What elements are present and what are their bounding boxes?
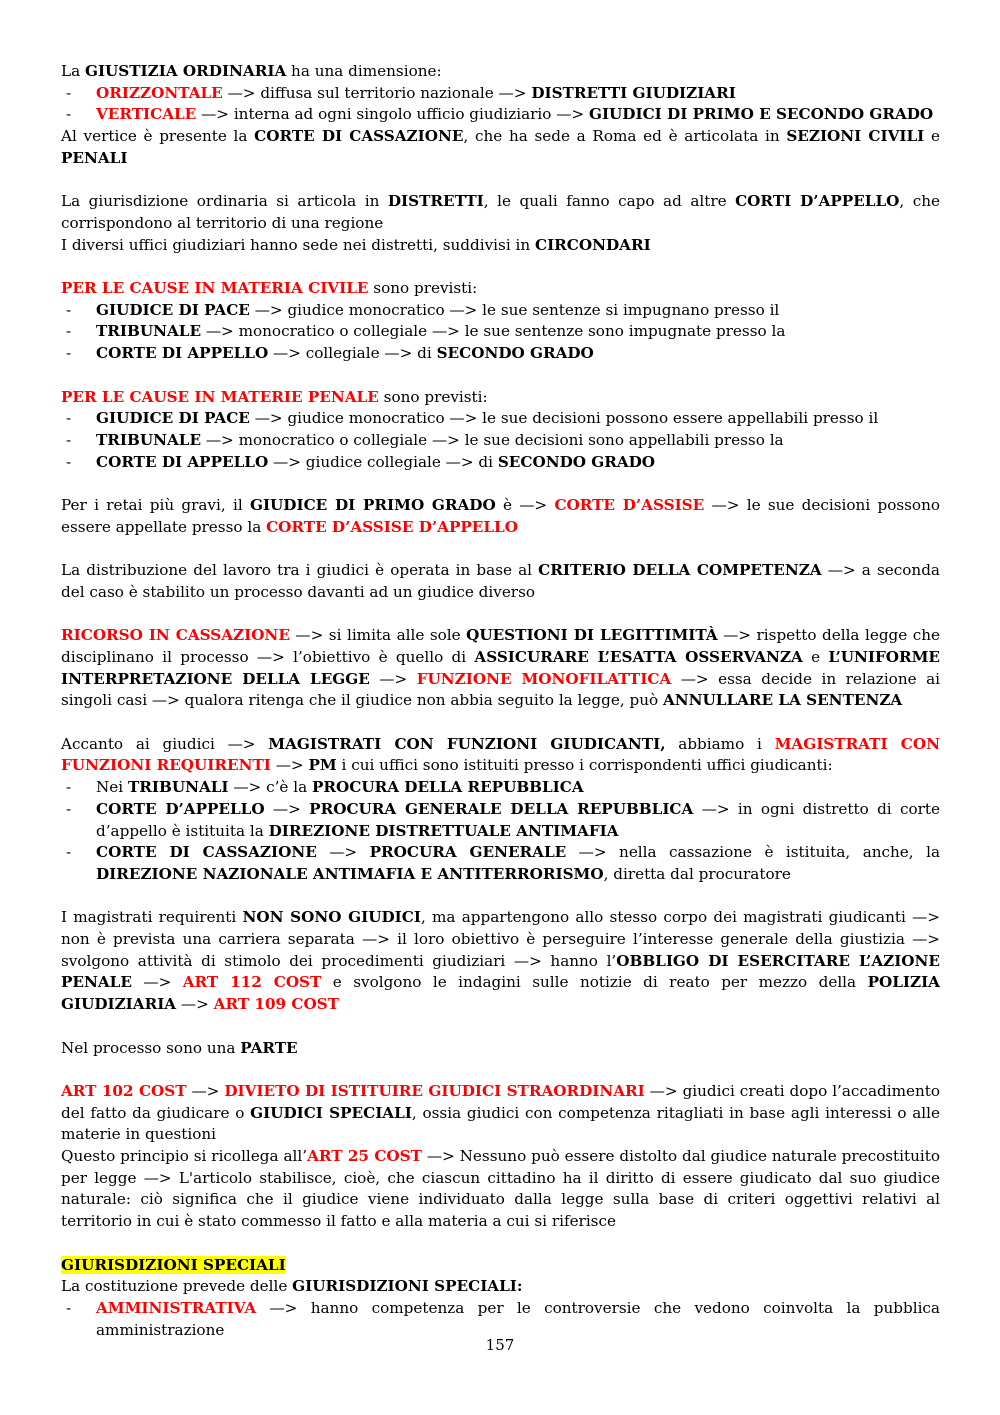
paragraph <box>61 278 940 300</box>
text: —> interna ad ogni singolo ufficio giudiziario —> <box>196 105 589 124</box>
bold-text: POLIZIA GIUDIZIARIA <box>61 973 940 1014</box>
bold-text: CORTI D’APPELLO <box>735 192 900 211</box>
text: Questo principio si ricollega all’ <box>61 1147 308 1165</box>
bold-text: DISTRETTI GIUDIZIARI <box>531 83 736 102</box>
text: , le quali fanno capo ad altre <box>483 192 736 211</box>
paragraph-spacer <box>61 604 940 626</box>
highlighted-heading: GIURISDIZIONI SPECIALI <box>61 1255 286 1274</box>
red-emphasis-text: CORTE D’ASSISE D’APPELLO <box>266 517 518 536</box>
page-number: 157 <box>485 1336 515 1354</box>
text: —> Nessuno può essere distolto dal giudice naturale precostituito per legge —> L'articolo stabilisce, cioè, che ciascun cittadino ha il diritto di essere giudicato dal suo giudice naturale: ciò significa che il giudice viene individuato dalla legge sulla base di criteri oggettivi relativi al territorio in cui è stato commesso il fatto e alla materia a cui si riferisce <box>61 1147 940 1231</box>
paragraph-spacer <box>61 1059 940 1081</box>
text: —> monocratico o collegiale —> le sue sentenze sono impugnate presso la <box>201 322 786 341</box>
text: , che corrispondono al territorio di una regione <box>61 192 940 232</box>
list-bullet: - <box>66 430 72 449</box>
list-item <box>61 343 940 365</box>
text: —> le sue decisioni possono essere appellate presso la <box>61 496 940 536</box>
list-bullet: - <box>66 1298 72 1317</box>
text: e <box>802 647 829 666</box>
paragraph <box>61 191 940 234</box>
text: —> in ogni distretto di corte d’appello è istituita la <box>96 799 940 840</box>
text: Al vertice è presente la <box>61 127 255 146</box>
paragraph-spacer <box>61 1016 940 1038</box>
bold-text: CORTE DI CASSAZIONE <box>96 843 317 862</box>
list-item <box>61 430 940 452</box>
bold-text: PARTE <box>240 1038 298 1057</box>
text: —> <box>186 1081 225 1100</box>
bold-text: GIUDICE DI PACE <box>96 409 250 428</box>
text: i cui uffici sono istituiti presso i corrispondenti uffici giudicanti: <box>336 756 833 775</box>
bold-text: GIUSTIZIA ORDINARIA <box>84 62 287 80</box>
text: —> giudice collegiale —> di <box>268 452 498 471</box>
text: La giurisdizione ordinaria si articola in <box>61 192 388 211</box>
text: abbiamo i <box>665 734 775 753</box>
bold-text: GIUDICI SPECIALI <box>250 1103 412 1122</box>
list-item <box>61 104 940 126</box>
paragraph <box>61 235 940 257</box>
list-bullet: - <box>66 799 72 818</box>
text: —> <box>369 669 417 688</box>
bold-text: PROCURA DELLA REPUBBLICA <box>312 778 584 797</box>
bold-text: PM <box>308 756 337 775</box>
text: , ma appartengono allo stesso corpo dei magistrati giudicanti —> non è prevista una carriera separata —> il loro obiettivo è perseguire l’interesse generale della giustizia —> svolgono attività di stimolo dei procedimenti giudiziari —> hanno l’ <box>61 908 940 970</box>
paragraph <box>61 1146 940 1233</box>
text: —> <box>270 756 309 775</box>
red-emphasis-text: ART 25 COST <box>307 1147 422 1165</box>
paragraph <box>61 1081 940 1146</box>
list-bullet: - <box>66 322 72 341</box>
text: La distribuzione del lavoro tra i giudici è operata in base al <box>61 561 539 580</box>
red-emphasis-text: AMMINISTRATIVA <box>96 1298 257 1317</box>
bold-text: DISTRETTI <box>387 192 484 211</box>
text: —> essa decide in relazione ai singoli casi —> qualora ritenga che il giudice non abbia seguito la legge, può <box>61 669 940 710</box>
text: —> giudice monocratico —> le sue decisioni possono essere appellabili presso il <box>249 409 879 428</box>
bold-text: L’UNIFORME INTERPRETAZIONE DELLA LEGGE <box>61 647 940 688</box>
bold-text: TRIBUNALE <box>96 322 202 341</box>
bold-text: TRIBUNALI <box>127 778 229 797</box>
text: I diversi uffici giudiziari hanno sede nei distretti, suddivisi in <box>61 235 535 254</box>
bold-text: NON SONO GIUDICI <box>242 908 421 927</box>
bold-text: MAGISTRATI CON FUNZIONI GIUDICANTI, <box>268 734 666 753</box>
bold-text: PROCURA GENERALE DELLA REPUBBLICA <box>309 799 694 818</box>
text: —> nella cassazione è istituita, anche, la <box>566 843 940 862</box>
text: —> giudici creati dopo l’accadimento del fatto da giudicare o <box>61 1081 940 1122</box>
text: Nei <box>96 778 128 797</box>
bold-text: CORTE DI CASSAZIONE <box>254 127 464 146</box>
list-item <box>61 842 940 885</box>
list-item <box>61 1298 940 1341</box>
text: —> <box>176 995 214 1014</box>
red-emphasis-text: CORTE D’ASSISE <box>554 496 705 514</box>
list-bullet: - <box>66 105 72 124</box>
text: —> hanno competenza per le controversie che vedono coinvolta la pubblica amministrazione <box>96 1298 940 1339</box>
list-bullet: - <box>66 843 72 862</box>
list-bullet: - <box>66 778 72 797</box>
text: —> c’è la <box>228 778 312 797</box>
list-item <box>61 777 940 799</box>
paragraph <box>61 61 940 83</box>
list-item <box>61 452 940 474</box>
list-bullet: - <box>66 83 72 102</box>
bold-text: CORTE DI APPELLO <box>96 452 269 471</box>
bold-text: OBBLIGO DI ESERCITARE L’AZIONE PENALE <box>61 951 940 992</box>
text: sono previsti: <box>368 279 478 297</box>
text: , diretta dal procuratore <box>603 864 791 883</box>
text: —> a seconda del caso è stabilito un processo davanti ad un giudice diverso <box>61 561 940 601</box>
paragraph <box>61 625 940 712</box>
document-body <box>61 61 940 1341</box>
list-item <box>61 321 940 343</box>
paragraph <box>61 907 940 1016</box>
paragraph <box>61 126 940 169</box>
paragraph-spacer <box>61 886 940 908</box>
text: Per i retai più gravi, il <box>61 496 250 514</box>
text: —> <box>264 799 310 818</box>
bold-text: ANNULLARE LA SENTENZA <box>662 691 903 710</box>
red-emphasis-text: ART 102 COST <box>61 1081 187 1100</box>
text: I magistrati requirenti <box>61 908 243 927</box>
red-emphasis-text: ORIZZONTALE <box>96 83 223 102</box>
bold-text: CORTE D’APPELLO <box>96 799 265 818</box>
paragraph <box>61 1255 940 1277</box>
paragraph <box>61 1276 940 1298</box>
paragraph-spacer <box>61 1233 940 1255</box>
paragraph-spacer <box>61 365 940 387</box>
bold-text: DIREZIONE NAZIONALE ANTIMAFIA E ANTITERRORISMO <box>96 864 604 883</box>
text: Accanto ai giudici —> <box>61 734 269 753</box>
text: La costituzione prevede delle <box>61 1277 293 1296</box>
bold-text: SECONDO GRADO <box>497 452 656 471</box>
text: —> collegiale —> di <box>268 344 437 363</box>
bold-text: CIRCONDARI <box>534 235 651 254</box>
list-bullet: - <box>66 452 72 471</box>
list-item <box>61 300 940 322</box>
paragraph <box>61 734 940 777</box>
list-item <box>61 408 940 430</box>
bold-text: SEZIONI CIVILI <box>786 127 925 146</box>
paragraph-spacer <box>61 712 940 734</box>
text: —> si limita alle sole <box>289 626 467 645</box>
paragraph <box>61 387 940 409</box>
paragraph <box>61 560 940 603</box>
list-item <box>61 83 940 105</box>
bold-text: DIREZIONE DISTRETTUALE ANTIMAFIA <box>268 821 619 840</box>
bold-text: GIUDICE DI PRIMO GRADO <box>249 496 496 514</box>
paragraph-spacer <box>61 538 940 560</box>
bold-text: CRITERIO DELLA COMPETENZA <box>538 561 822 580</box>
text: Nel processo sono una <box>61 1038 241 1057</box>
text: ha una dimensione: <box>286 62 442 80</box>
red-emphasis-text: PER LE CAUSE IN MATERIA CIVILE <box>61 279 369 297</box>
list-bullet: - <box>66 344 72 363</box>
paragraph-spacer <box>61 170 940 192</box>
bold-text: PENALI <box>61 148 128 167</box>
red-emphasis-text: PER LE CAUSE IN MATERIE PENALE <box>61 387 379 406</box>
text: La <box>61 62 85 80</box>
red-emphasis-text: ART 112 COST <box>182 973 322 992</box>
bold-text: GIUDICI DI PRIMO E SECONDO GRADO <box>588 105 934 124</box>
bold-text: SECONDO GRADO <box>436 344 594 363</box>
text: e svolgono le indagini sulle notizie di reato per mezzo della <box>321 973 868 992</box>
bold-text: TRIBUNALE <box>96 430 202 449</box>
text: —> <box>316 843 370 862</box>
bold-text: GIURISDIZIONI SPECIALI: <box>292 1277 523 1296</box>
bold-text: PROCURA GENERALE <box>369 843 567 862</box>
text: è —> <box>495 496 555 514</box>
text: —> monocratico o collegiale —> le sue decisioni sono appellabili presso la <box>201 430 784 449</box>
red-emphasis-text: RICORSO IN CASSAZIONE <box>61 626 290 645</box>
text: —> <box>131 973 183 992</box>
text: , che ha sede a Roma ed è articolata in <box>463 127 787 146</box>
red-emphasis-text: MAGISTRATI CON FUNZIONI REQUIRENTI <box>61 734 940 775</box>
paragraph <box>61 1038 940 1060</box>
bold-text: ASSICURARE L’ESATTA OSSERVANZA <box>474 647 803 666</box>
text: —> diffusa sul territorio nazionale —> <box>222 83 532 102</box>
text: e <box>924 127 940 146</box>
paragraph <box>61 495 940 538</box>
red-emphasis-text: FUNZIONE MONOFILATTICA <box>416 669 672 688</box>
list-bullet: - <box>66 409 72 428</box>
red-emphasis-text: ART 109 COST <box>213 995 339 1014</box>
bold-text: GIUDICE DI PACE <box>96 300 250 319</box>
text: , ossia giudici con competenza ritagliati in base agli interessi o alle materie in questioni <box>61 1103 940 1144</box>
text: —> giudice monocratico —> le sue sentenze si impugnano presso il <box>249 300 780 319</box>
list-item <box>61 799 940 842</box>
paragraph-spacer <box>61 256 940 278</box>
red-emphasis-text: DIVIETO DI ISTITUIRE GIUDICI STRAORDINARI <box>224 1081 645 1100</box>
text: —> rispetto della legge che disciplinano il processo —> l’obiettivo è quello di <box>61 626 941 666</box>
bold-text: QUESTIONI DI LEGITTIMITÀ <box>466 626 718 645</box>
list-bullet: - <box>66 300 72 319</box>
bold-text: CORTE DI APPELLO <box>96 344 269 363</box>
paragraph-spacer <box>61 473 940 495</box>
red-emphasis-text: VERTICALE <box>96 105 197 124</box>
text: sono previsti: <box>378 387 488 406</box>
